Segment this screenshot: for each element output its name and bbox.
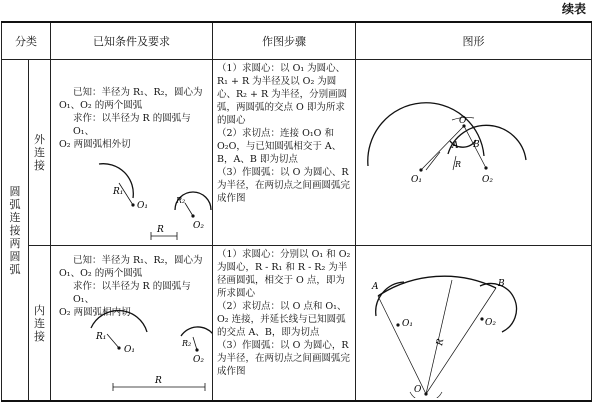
figure-cell-external xyxy=(356,60,592,246)
center-point-1 xyxy=(117,346,120,349)
fig-label-o1: O₁ xyxy=(411,175,422,185)
external-tangent-figure xyxy=(356,60,592,243)
label-o1: O₁ xyxy=(124,345,135,355)
fig-label-o: O xyxy=(414,385,422,395)
fig-label-a: A xyxy=(372,282,379,292)
fig-label-o2: O₂ xyxy=(482,175,493,185)
steps-cell-internal xyxy=(213,246,356,402)
header-figure: 图形 xyxy=(356,22,592,60)
label-o2: O₂ xyxy=(193,355,204,365)
step-2: （2）求切点：连接 O₁O 和 O₂O，与已知圆弧相交于 A、B，A、B 即为切点 xyxy=(217,128,342,165)
condition-line: 已知：半径为 R₁、R₂，圆心为 xyxy=(73,255,203,266)
header-conditions: 已知条件及要求 xyxy=(51,22,213,60)
label-r: R xyxy=(155,376,162,386)
step-1: （1）求圆心：以 O₁ 为圆心、R₁ + R 为半径及以 O₂ 为圆心、R₂ + R 为半径，分别画圆弧，两圆弧的交点 O 即为所求的圆心 xyxy=(217,63,348,126)
condition-line: O₁、O₂ 的两个圆弧 xyxy=(59,268,143,279)
label-r1: R₁ xyxy=(113,187,124,197)
condition-line: 求作：以半径为 R 的圆弧与 O₁、 xyxy=(73,113,191,137)
ray-o-a xyxy=(378,296,426,394)
center-point-1 xyxy=(131,203,134,206)
radius-line-1 xyxy=(107,334,119,348)
subcategory-cell-internal xyxy=(29,246,51,402)
fig-label-b: B xyxy=(473,140,480,150)
header-steps: 作图步骤 xyxy=(213,22,356,60)
label-o2: O₂ xyxy=(193,221,204,231)
steps-cell-external xyxy=(213,60,356,246)
label-r1: R₁ xyxy=(96,332,107,342)
given-arc-2 xyxy=(181,327,212,336)
step-1: （1）求圆心：分别以 O₁ 和 O₂ 为圆心，R - R₁ 和 R - R₂ 为半径画圆弧，相交于 O 点，即为所求圆心 xyxy=(217,249,351,299)
subcategory-label: 外连接 xyxy=(34,133,45,172)
arc-around-o1 xyxy=(368,103,484,166)
table-row-external xyxy=(2,60,592,246)
fig-center-o2 xyxy=(484,166,487,169)
given-arc-1 xyxy=(91,311,147,332)
fig-label-r: R xyxy=(435,337,447,347)
given-arcs-sketch-external xyxy=(51,60,212,243)
conditions-cell-internal xyxy=(51,246,213,402)
fig-label-r: R xyxy=(455,160,462,169)
radius-line-2 xyxy=(185,203,193,216)
given-arcs-sketch-internal xyxy=(51,246,212,398)
condition-line: 已知：半径为 R₁、R₂，圆心为 xyxy=(73,87,203,98)
subcategory-label: 内连接 xyxy=(34,303,45,343)
radius-r1-line xyxy=(426,152,440,170)
label-r: R xyxy=(157,225,164,235)
fig-label-b: B xyxy=(498,279,505,289)
fig-label-o2: O₂ xyxy=(485,318,496,328)
fig-center-o1 xyxy=(396,323,399,326)
label-o1: O₁ xyxy=(137,201,148,211)
fig-label-a: A xyxy=(452,141,459,151)
conditions-cell-external xyxy=(51,60,213,246)
connecting-arc xyxy=(378,276,496,296)
main-category-cell xyxy=(2,60,29,402)
header-category: 分类 xyxy=(2,22,51,60)
main-category-label: 圆弧连接两圆弧 xyxy=(9,184,21,276)
center-point-2 xyxy=(191,214,194,217)
step-2: （2）求切点：以 O 点和 O₁、O₂ 连接，并延长线与已知圆弧的交点 A、B，即为切点 xyxy=(217,301,347,338)
fig-center-o1 xyxy=(419,168,422,171)
arc-connection-table xyxy=(1,21,592,402)
fig-label-o: O xyxy=(459,116,467,126)
center-point-2 xyxy=(195,348,198,351)
table-row-internal xyxy=(2,246,592,402)
step-3: （3）作圆弧：以 O 为圆心，R 为半径，在两切点之间画圆弧完成作图 xyxy=(217,340,351,377)
figure-cell-internal xyxy=(356,246,592,402)
subcategory-cell-external xyxy=(29,60,51,246)
arc-around-o1 xyxy=(376,282,404,316)
label-r2: R₂ xyxy=(176,196,186,205)
step-3: （3）作圆弧：以 O 为圆心、R 为半径，在两切点之间画圆弧完成作图 xyxy=(217,167,351,204)
fig-label-o1: O₁ xyxy=(402,319,413,329)
internal-tangent-figure xyxy=(356,246,592,398)
radius-line-2 xyxy=(193,337,197,350)
condition-line: O₂ 两圆弧相外切 xyxy=(59,139,131,150)
condition-line: O₁、O₂ 的两个圆弧 xyxy=(59,100,143,111)
label-r2: R₂ xyxy=(182,339,192,348)
fig-center-o xyxy=(424,392,427,395)
continued-label: 续表 xyxy=(561,2,586,16)
condition-line: O₂ 两圆弧相内切 xyxy=(59,307,131,318)
condition-line: 求作：以半径为 R 的圆弧与 O₁、 xyxy=(73,281,191,305)
fig-center-o2 xyxy=(480,317,483,320)
ray-o-r xyxy=(426,280,452,394)
